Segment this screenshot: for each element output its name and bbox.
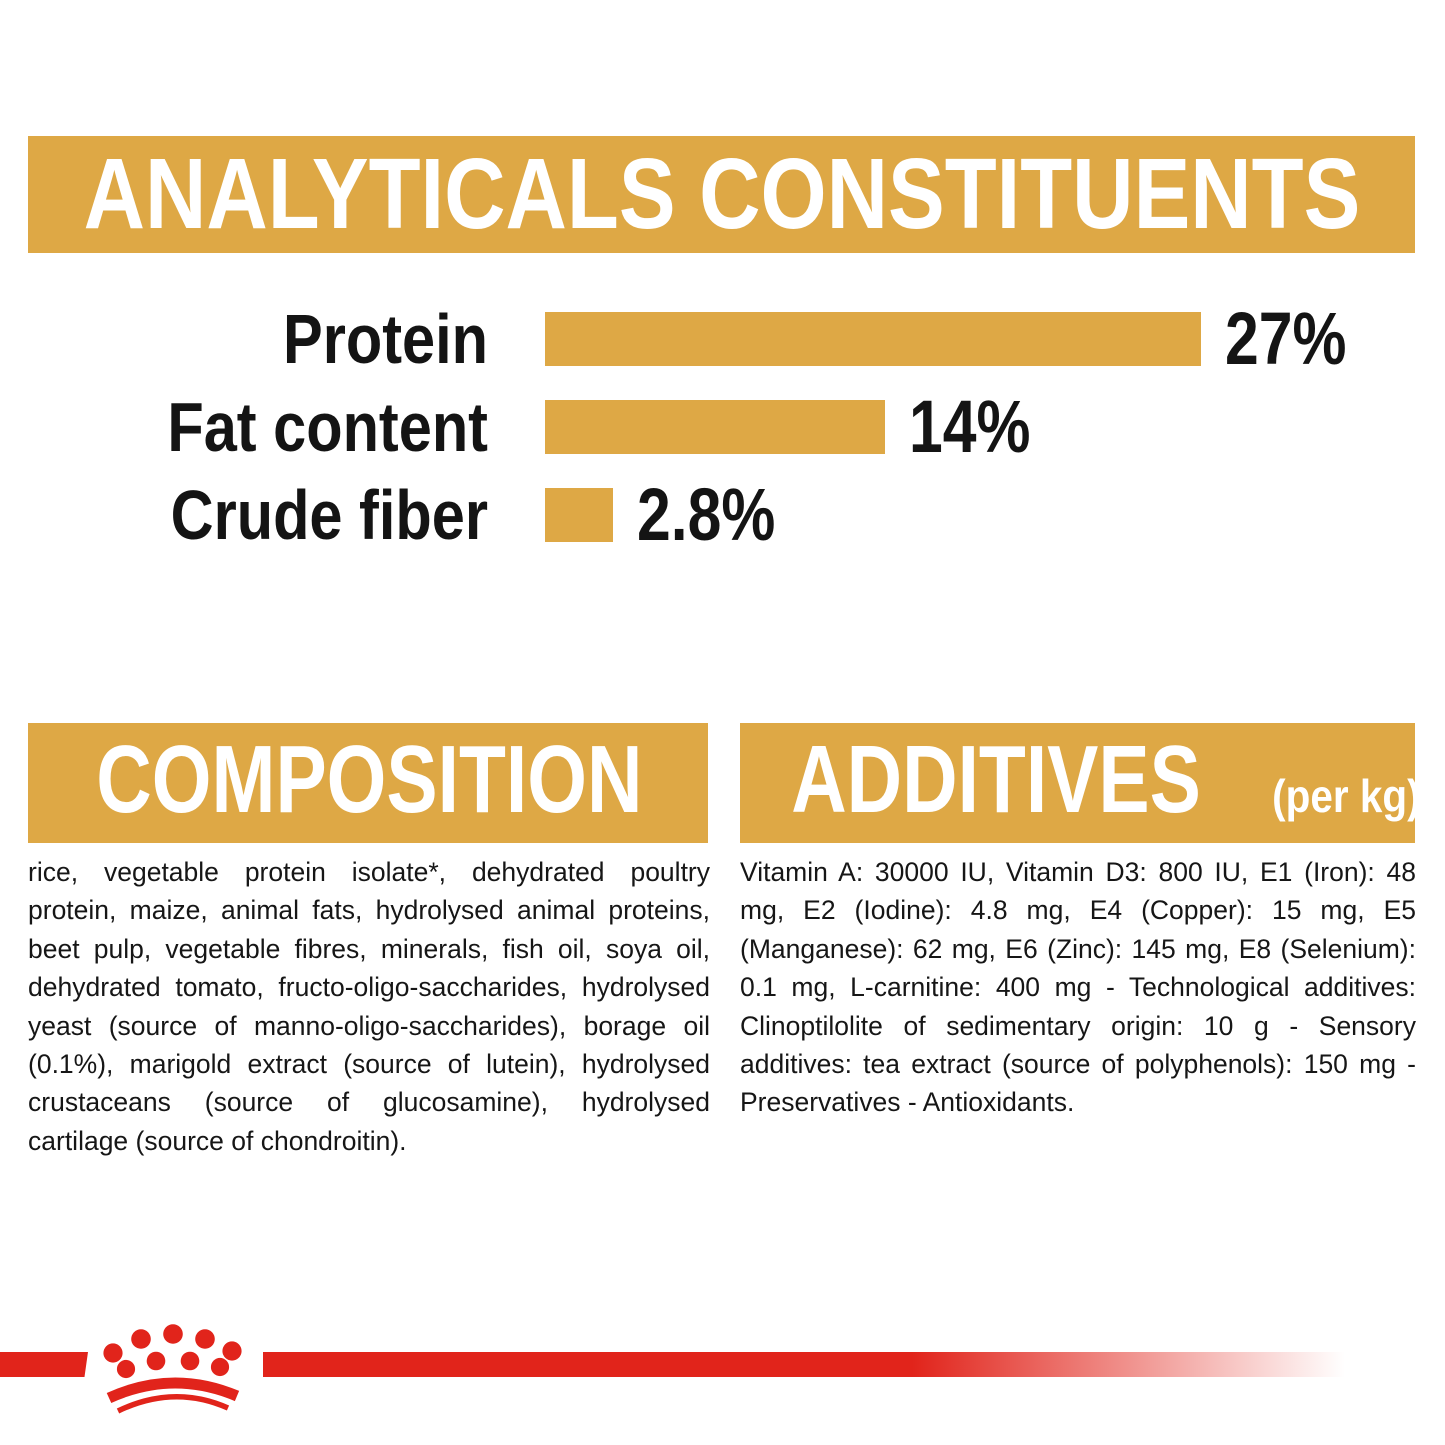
footer-stripe-left bbox=[0, 1352, 88, 1377]
additives-body: Vitamin A: 30000 IU, Vitamin D3: 800 IU, E1 (Iron): 48 mg, E2 (Iodine): 4.8 mg, E4 (Copper): 15 mg, E5 (Manganese): 62 mg, E6 (Zinc): 145 mg, E8 (Selenium): 0.1 mg, L-carnitine: 400 mg - Technological additives: Clinoptilolite of sedimentary origin: 10 g - Sensory additives: tea extract (source of polyphenols): 150 mg - Preservatives - Antioxidants. bbox=[740, 857, 1416, 1118]
bar-protein bbox=[545, 312, 1201, 366]
composition-title: COMPOSITION bbox=[96, 726, 643, 833]
analyticals-title: ANALYTICALS CONSTITUENTS bbox=[83, 138, 1360, 250]
bar-row-protein bbox=[0, 297, 1445, 380]
bar-label-fat-content: Fat content bbox=[167, 388, 488, 466]
analyticals-bar-chart bbox=[0, 0, 1445, 600]
additives-per-kg-suffix: (per kg) bbox=[1272, 770, 1421, 822]
bar-value-crude-fiber: 2.8% bbox=[637, 473, 776, 556]
bar-value-protein: 27% bbox=[1225, 297, 1347, 380]
bar-fat-content bbox=[545, 400, 885, 454]
bar-crude-fiber bbox=[545, 488, 613, 542]
additives-header bbox=[740, 723, 1421, 843]
bar-value-fat-content: 14% bbox=[909, 385, 1031, 468]
footer-stripe-right bbox=[263, 1352, 1345, 1377]
bar-label-crude-fiber: Crude fiber bbox=[170, 476, 488, 554]
additives-title: ADDITIVES bbox=[791, 726, 1201, 833]
bar-row-crude-fiber bbox=[0, 473, 1445, 556]
bar-label-protein: Protein bbox=[283, 300, 488, 378]
composition-header bbox=[28, 723, 708, 843]
bar-row-fat-content bbox=[0, 385, 1445, 468]
composition-body: rice, vegetable protein isolate*, dehydrated poultry protein, maize, animal fats, hydrolysed animal proteins, beet pulp, vegetable fibres, minerals, fish oil, soya oil, dehydrated tomato, fructo-oligo-saccharides, hydrolysed yeast (source of manno-oligo-saccharides), borage oil (0.1%), marigold extract (source of lutein), hydrolysed crustaceans (source of glucosamine), hydrolysed cartilage (source of chondroitin). bbox=[28, 857, 710, 1156]
royal-canin-crown-icon bbox=[96, 1318, 262, 1414]
